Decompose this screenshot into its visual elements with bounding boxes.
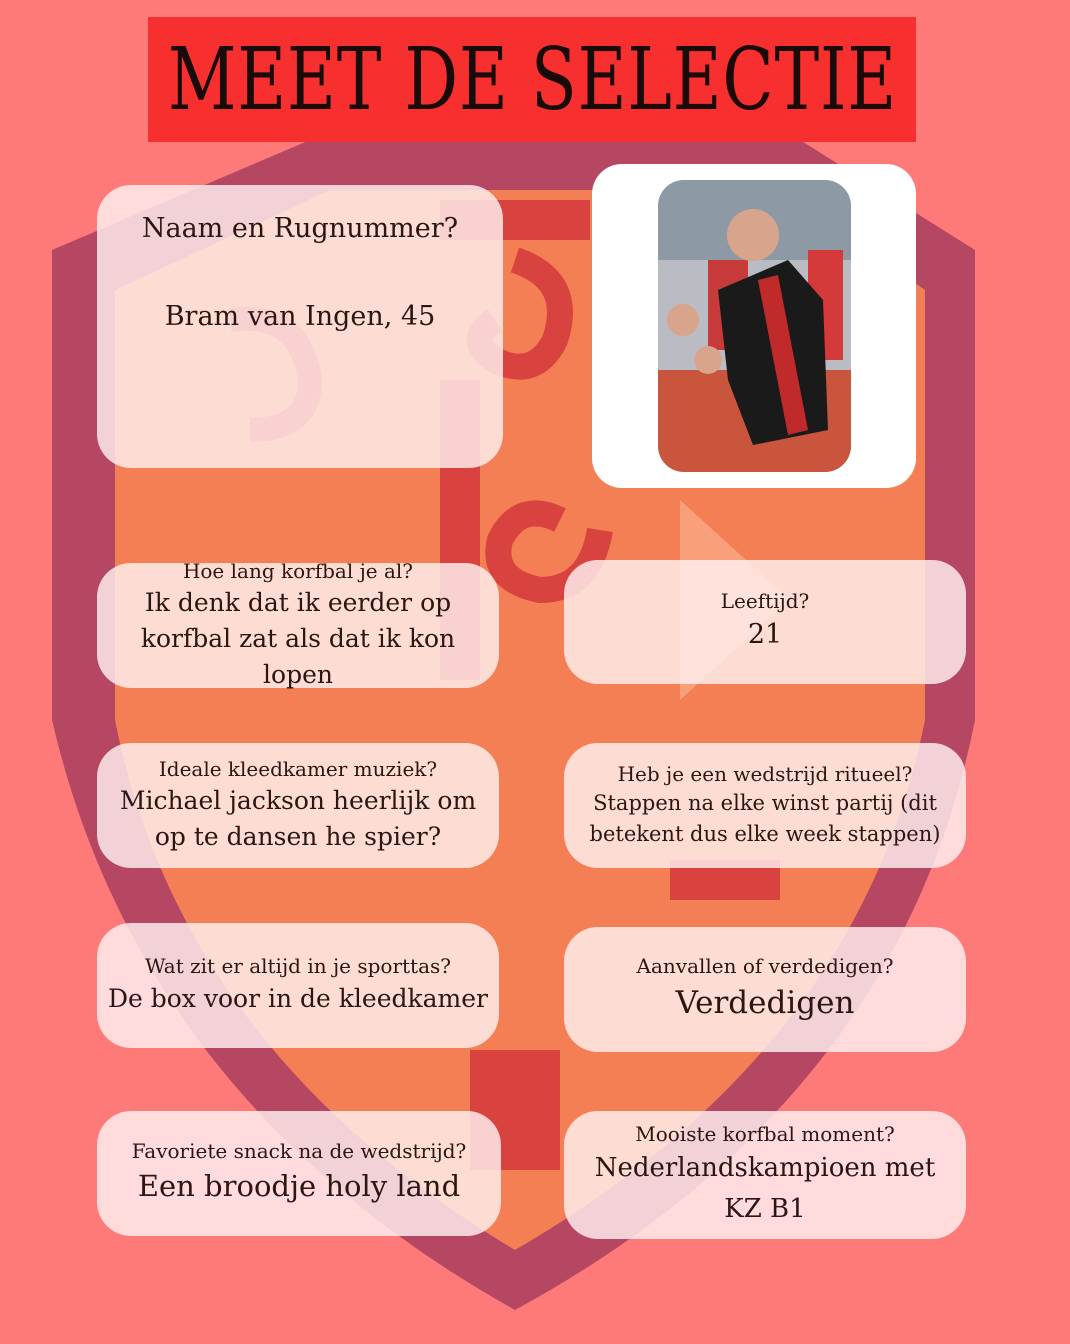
qa-card-korfbal-duration bbox=[97, 558, 499, 690]
qa-card-music bbox=[97, 743, 499, 868]
question: Aanvallen of verdedigen? bbox=[636, 953, 894, 978]
answer: Ik denk dat ik eerder op korfbal zat als dat ik kon lopen bbox=[140, 587, 456, 690]
question: Leeftijd? bbox=[720, 589, 810, 614]
question: Ideale kleedkamer muziek? bbox=[158, 756, 438, 781]
qa-card-best-moment bbox=[564, 1111, 966, 1239]
player-photo bbox=[658, 180, 851, 472]
qa-card-snack bbox=[97, 1111, 501, 1236]
question: Mooiste korfbal moment? bbox=[635, 1122, 895, 1147]
title-banner bbox=[148, 17, 916, 142]
answer: Michael jackson heerlijk om op te dansen he spier? bbox=[119, 785, 477, 851]
question: Heb je een wedstrijd ritueel? bbox=[617, 761, 913, 786]
qa-card-ritual bbox=[564, 743, 966, 868]
question: Wat zit er altijd in je sporttas? bbox=[144, 954, 451, 979]
question: Hoe lang korfbal je al? bbox=[182, 558, 414, 583]
answer: 21 bbox=[747, 619, 783, 651]
name-question: Naam en Rugnummer? bbox=[141, 213, 459, 244]
photo-card bbox=[592, 164, 916, 488]
page-title: MEET DE SELECTIE bbox=[167, 29, 897, 130]
name-card bbox=[97, 185, 503, 468]
answer: De box voor in de kleedkamer bbox=[107, 984, 489, 1014]
answer: Verdedigen bbox=[675, 984, 855, 1021]
answer: Nederlandskampioen met KZ B1 bbox=[594, 1153, 936, 1224]
answer: Stappen na elke winst partij (dit betekent dus elke week stappen) bbox=[589, 790, 941, 846]
qa-card-position bbox=[564, 927, 966, 1052]
qa-card-sportbag bbox=[97, 923, 499, 1048]
answer: Een broodje holy land bbox=[137, 1169, 461, 1204]
qa-card-age bbox=[564, 560, 966, 684]
name-answer: Bram van Ingen, 45 bbox=[164, 301, 436, 333]
question: Favoriete snack na de wedstrijd? bbox=[131, 1139, 467, 1164]
